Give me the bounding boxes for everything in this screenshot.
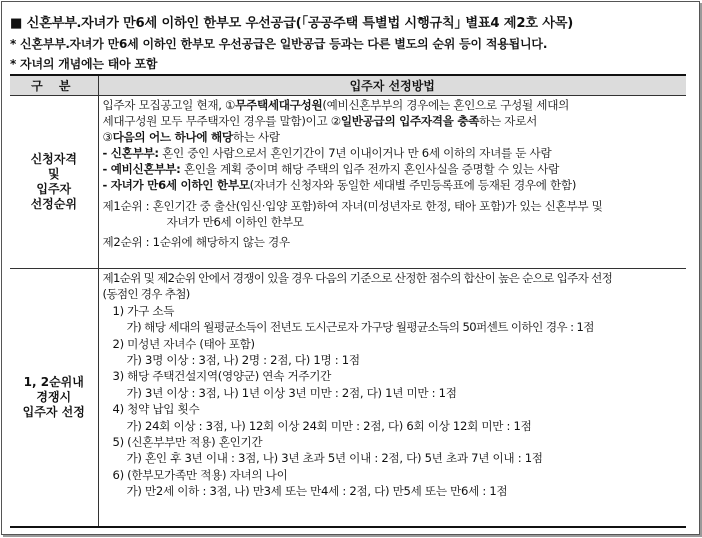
eligibility-intro-line: 세대구성원 모두 무주택자인 경우를 말함)이고 ②일반공급의 입주자격을 충족하는 자로서: [102, 114, 538, 129]
single-parent-bullet: - 자녀가 만6세 이하인 한부모(자녀가 신청자와 동일한 세대별 주민등록표에 등재된 경우에 한함): [102, 178, 577, 193]
eligibility-intro-line: ③다음의 어느 하나에 해당하는 사람: [102, 130, 280, 145]
criterion-detail: 가) 3명 이상 : 3점, 나) 2명 : 2점, 다) 1명 : 1점: [126, 353, 360, 368]
note-separate-ranking: * 신혼부부․자녀가 만6세 이하인 한부모 우선공급은 일반공급 등과는 다른 별도의 순위 등이 적용됩니다.: [10, 37, 548, 51]
eligibility-intro-line: 입주자 모집공고일 현재, ①무주택세대구성원(예비신혼부부의 경우에는 혼인으로 구성될 세대의: [102, 98, 570, 112]
competition-intro-tiebreak: (동점인 경우 추첨): [102, 287, 190, 302]
criterion-detail: 가) 만2세 이하 : 3점, 나) 만3세 또는 만4세 : 2점, 다) 만5세 또는 만6세 : 1점: [126, 484, 508, 499]
section-headline: ■ 신혼부부․자녀가 만6세 이하인 한부모 우선공급(｢공공주택 특별법 시행규칙｣ 별표4 제2호 사목): [10, 16, 574, 31]
criterion-title: 6) (한부모가족만 적용) 자녀의 나이: [112, 467, 288, 482]
criterion-title: 1) 가구 소득: [112, 303, 175, 318]
criterion-detail: 가) 3년 이상 : 3점, 나) 1년 이상 3년 미만 : 2점, 다) 1년 미만 : 1점: [126, 385, 457, 400]
header-category: 구 분: [10, 75, 98, 96]
row-label-competition: 1, 2순위내 경쟁시 입주자 선정: [10, 269, 98, 527]
prospective-newlywed-bullet: - 예비신혼부부: 혼인을 계획 중이며 해당 주택의 입주 전까지 혼인사실을 증명할 수 있는 사람: [102, 162, 559, 177]
selection-table: [10, 74, 686, 528]
table-row-competition: [10, 269, 686, 527]
competition-intro: 제1순위 및 제2순위 안에서 경쟁이 있을 경우 다음의 기준으로 산정한 점수의 합산이 높은 순으로 입주자 선정: [102, 271, 613, 285]
criterion-title: 5) (신혼부부만 적용) 혼인기간: [112, 435, 263, 450]
rank1-line-continued: 자녀가 만6세 이하인 한부모: [166, 214, 304, 229]
table-row-eligibility: [10, 96, 686, 269]
table-header-row: [10, 75, 686, 96]
header-method: 입주자 선정방법: [98, 75, 686, 96]
criterion-detail: 가) 24회 이상 : 3점, 나) 12회 이상 24회 미만 : 2점, 다) 6회 이상 12회 미만 : 1점: [126, 418, 532, 433]
rank1-line: 제1순위 : 혼인기간 중 출산(임신·입양 포함)하여 자녀(미성년자로 한정, 태아 포함)가 있는 신혼부부 및: [102, 198, 603, 213]
newlywed-bullet: - 신혼부부: 혼인 중인 사람으로서 혼인기간이 7년 이내이거나 만 6세 이하의 자녀를 둔 사람: [102, 146, 552, 161]
rank2-line: 제2순위 : 1순위에 해당하지 않는 경우: [102, 234, 290, 249]
row-label-eligibility: 신청자격 및 입주자 선정순위: [10, 96, 98, 269]
competition-content: [98, 269, 686, 527]
criterion-title: 3) 해당 주택건설지역(영양군) 연속 거주기간: [112, 369, 332, 384]
criterion-detail: 가) 해당 세대의 월평균소득이 전년도 도시근로자 가구당 월평균소득의 50퍼센트 이하인 경우 : 1점: [126, 320, 594, 335]
eligibility-content: [98, 96, 686, 269]
criterion-title: 2) 미성년 자녀수 (태아 포함): [112, 336, 255, 351]
criterion-title: 4) 청약 납입 횟수: [112, 402, 200, 417]
criterion-detail: 가) 혼인 후 3년 이내 : 3점, 나) 3년 초과 5년 이내 : 2점, 다) 5년 초과 7년 이내 : 1점: [126, 451, 543, 466]
note-fetus-included: * 자녀의 개념에는 태아 포함: [10, 57, 158, 71]
